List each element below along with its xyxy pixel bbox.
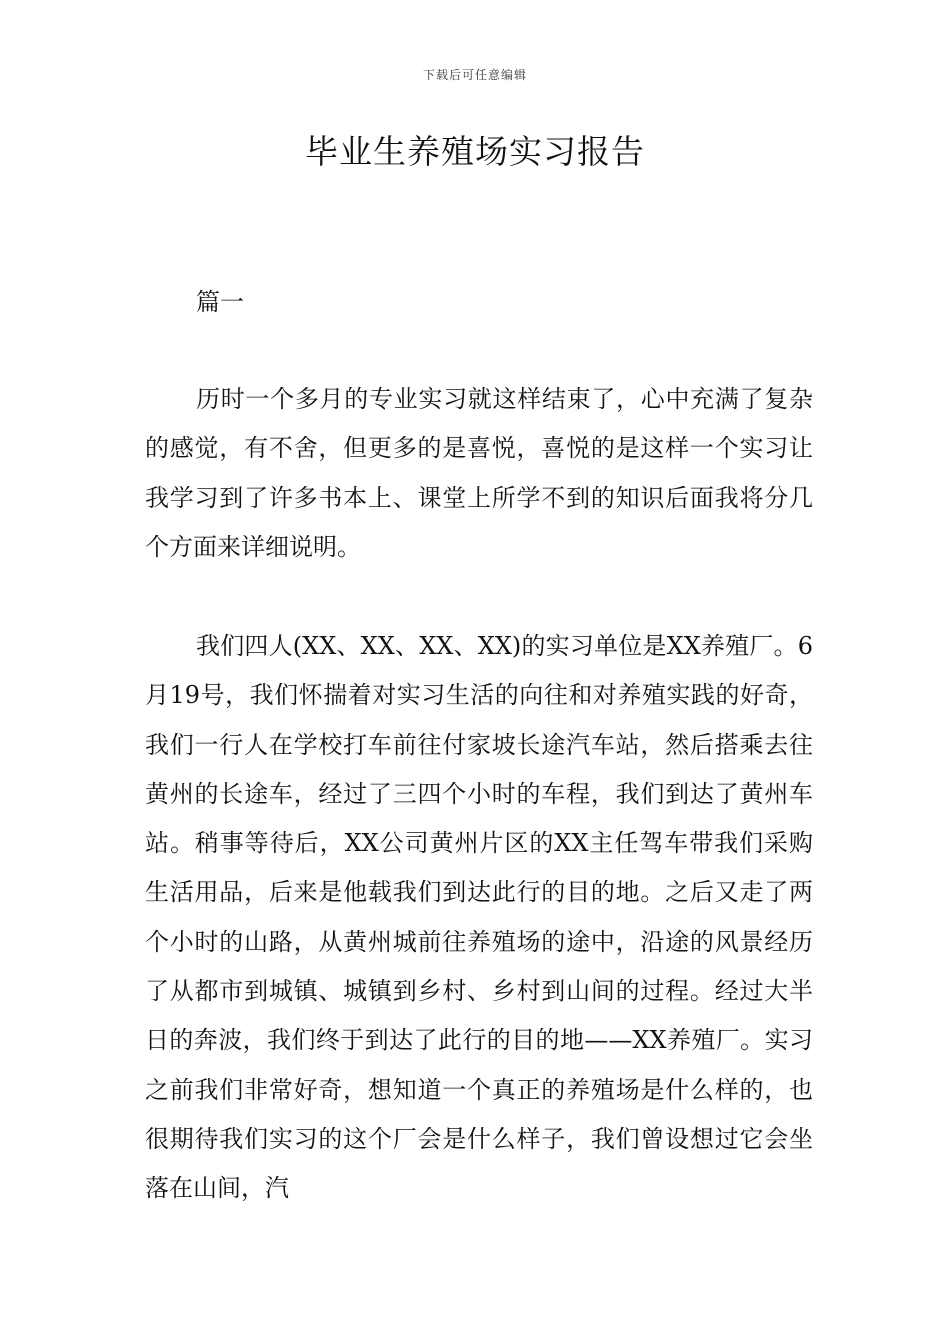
paragraph-1: 历时一个多月的专业实习就这样结束了，心中充满了复杂的感觉，有不舍，但更多的是喜悦，喜悦的是这样一个实习让我学习到了许多书本上、课堂上所学不到的知识后面我将分几个方面来详细说明。 <box>145 385 813 561</box>
paragraph-2: 我们四人(XX、XX、XX、XX)的实习单位是XX养殖厂。6月19号，我们怀揣着对实习生活的向往和对养殖实践的好奇，我们一行人在学校打车前往付家坡长途汽车站，然后搭乘去往黄州的长途车，经过了三四个小时的车程，我们到达了黄州车站。稍事等待后，XX公司黄州片区的XX主任驾车带我们采购生活用品，后来是他载我们到达此行的目的地。之后又走了两个小时的山路，从黄州城前往养殖场的途中，沿途的风景经历了从都市到城镇、城镇到乡村、乡村到山间的过程。经过大半日的奔波，我们终于到达了此行的目的地——XX养殖厂。实习之前我们非常好奇，想知道一个真正的养殖场是什么样的，也很期待我们实习的这个厂会是什么样子，我们曾设想过它会坐落在山间，汽 <box>145 632 813 1203</box>
section-label: 篇一 <box>196 288 244 316</box>
header-note: 下载后可任意编辑 <box>422 68 527 82</box>
document-title: 毕业生养殖场实习报告 <box>305 132 645 171</box>
